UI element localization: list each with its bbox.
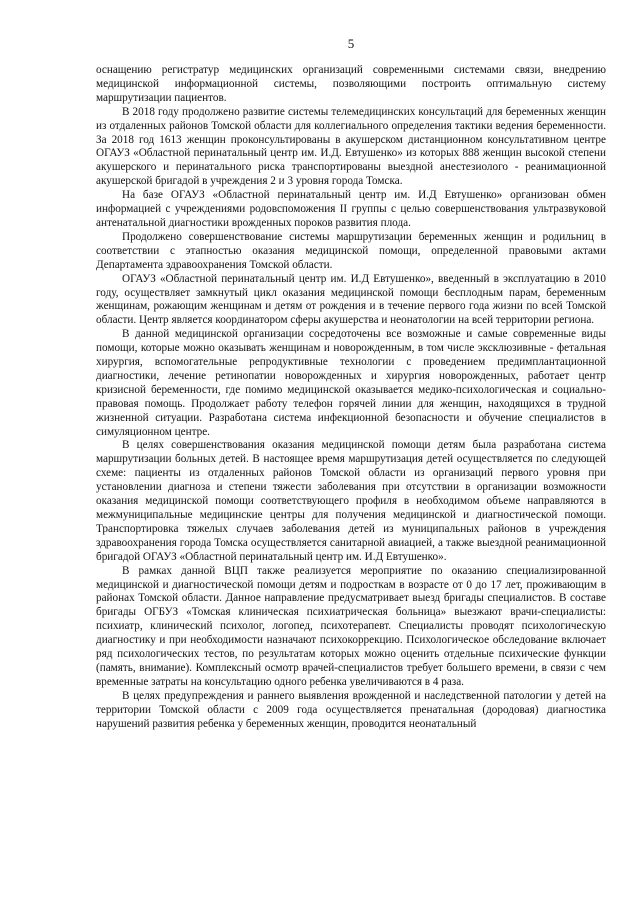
document-page — [96, 36, 606, 732]
paragraph-routing-improvement: Продолжено совершенствование системы маршрутизации беременных женщин и родильниц в соответствии с этапностью оказания медицинской помощи, определенной правовыми актами Департамента здравоохранения Томской области. — [96, 230, 606, 271]
paragraph-telemedicine-consultations: В 2018 году продолжено развитие системы телемедицинских консультаций для беременных женщин из отдаленных районов Томской области для коллегиального определения тактики ведения беременности. За 2018 год 1613 женщин проконсультированы в акушерском дистанционном консультативном центре ОГАУЗ «Областной перинатальный центр им. И.Д. Евтушенко» из которых 888 женщин высокой степени акушерского и перинатального риска транспортированы выездной анестезиолого - реанимационной акушерской бригадой в учреждения 2 и 3 уровня города Томска. — [96, 105, 606, 188]
paragraph-specialized-care: В рамках данной ВЦП также реализуется мероприятие по оказанию специализированной медицинской и диагностической помощи детям и подросткам в возрасте от 0 до 17 лет, проживающим в районах Томской области. Данное направление предусматривает выезд бригады специалистов. В составе бригады ОГБУЗ «Томская клиническая психиатрическая больница» выезжают врачи-специалисты: психиатр, клинический психолог, логопед, психотерапевт. Специалисты проводят психологическую диагностику и при необходимости назначают психокоррекцию. Психологическое обследование включает ряд психологических тестов, по результатам которых можно оценить отдельные психические функции (память, внимание). Комплексный осмотр врачей-специалистов требует большего времени, в связи с чем временные затраты на консультацию одного ребенка увеличиваются в 4 раза. — [96, 564, 606, 688]
paragraph-information-exchange: На базе ОГАУЗ «Областной перинатальный центр им. И.Д Евтушенко» организован обмен информацией с учреждениями родовспоможения II группы с целью совершенствования ультразвуковой антенатальной диагностики врожденных пороков развития плода. — [96, 189, 606, 229]
paragraph-care-types: В данной медицинской организации сосредоточены все возможные и самые современные виды помощи, которые можно оказывать женщинам и новорожденным, в том числе эксклюзивные - фетальная хирургия, вспомогательные репродуктивные технологии с проведением предимплантационной диагностики, лечение ретинопатии новорожденных и хирургия новорожденных, работает центр кризисной беременности, где помимо медицинской оказывается медико-психологическая и социально-правовая помощь. Продолжает работу телефон горячей линии для женщин, находящихся в трудной жизненной ситуации. Разработана система инфекционной безопасности и обучение специалистов в симуляционном центре. — [96, 328, 606, 438]
paragraph-registry-equipment: оснащению регистратур медицинских организаций современными системами связи, внедрению медицинской информационной системы, позволяющими построить оптимальную систему маршрутизации пациентов. — [96, 64, 606, 104]
paragraph-prenatal-diagnostics: В целях предупреждения и раннего выявления врожденной и наследственной патологии у детей на территории Томской области с 2009 года осуществляется пренатальная (дородовая) диагностика нарушений развития ребенка у беременных женщин, проводится неонатальный — [96, 689, 606, 730]
paragraph-child-routing: В целях совершенствования оказания медицинской помощи детям была разработана система маршрутизации больных детей. В настоящее время маршрутизация детей осуществляется по следующей схеме: пациенты из отдаленных районов Томской области из организаций первого уровня при установлении диагноза и степени тяжести заболевания при отсутствии в организации возможности оказания медицинской помощи соответствующего профиля в необходимом объеме направляются в межмуниципальные медицинские центры для получения медицинской и диагностической помощи. Транспортировка тяжелых случаев заболевания детей из муниципальных районов в учреждения здравоохранения города Томска осуществляется санитарной авиацией, а также выездной реанимационной бригадой ОГАУЗ «Областной перинатальный центр им. И.Д Евтушенко». — [96, 439, 606, 563]
page-number: 5 — [347, 36, 355, 51]
paragraph-perinatal-center: ОГАУЗ «Областной перинатальный центр им. И.Д Евтушенко», введенный в эксплуатацию в 2010 году, осуществляет замкнутый цикл оказания медицинской помощи бесплодным парам, беременным женщинам, рожающим женщинам и детям от рождения и в течение первого года жизни по всей Томской области. Центр является координатором сферы акушерства и неонатологии на всей территории региона. — [96, 272, 606, 327]
